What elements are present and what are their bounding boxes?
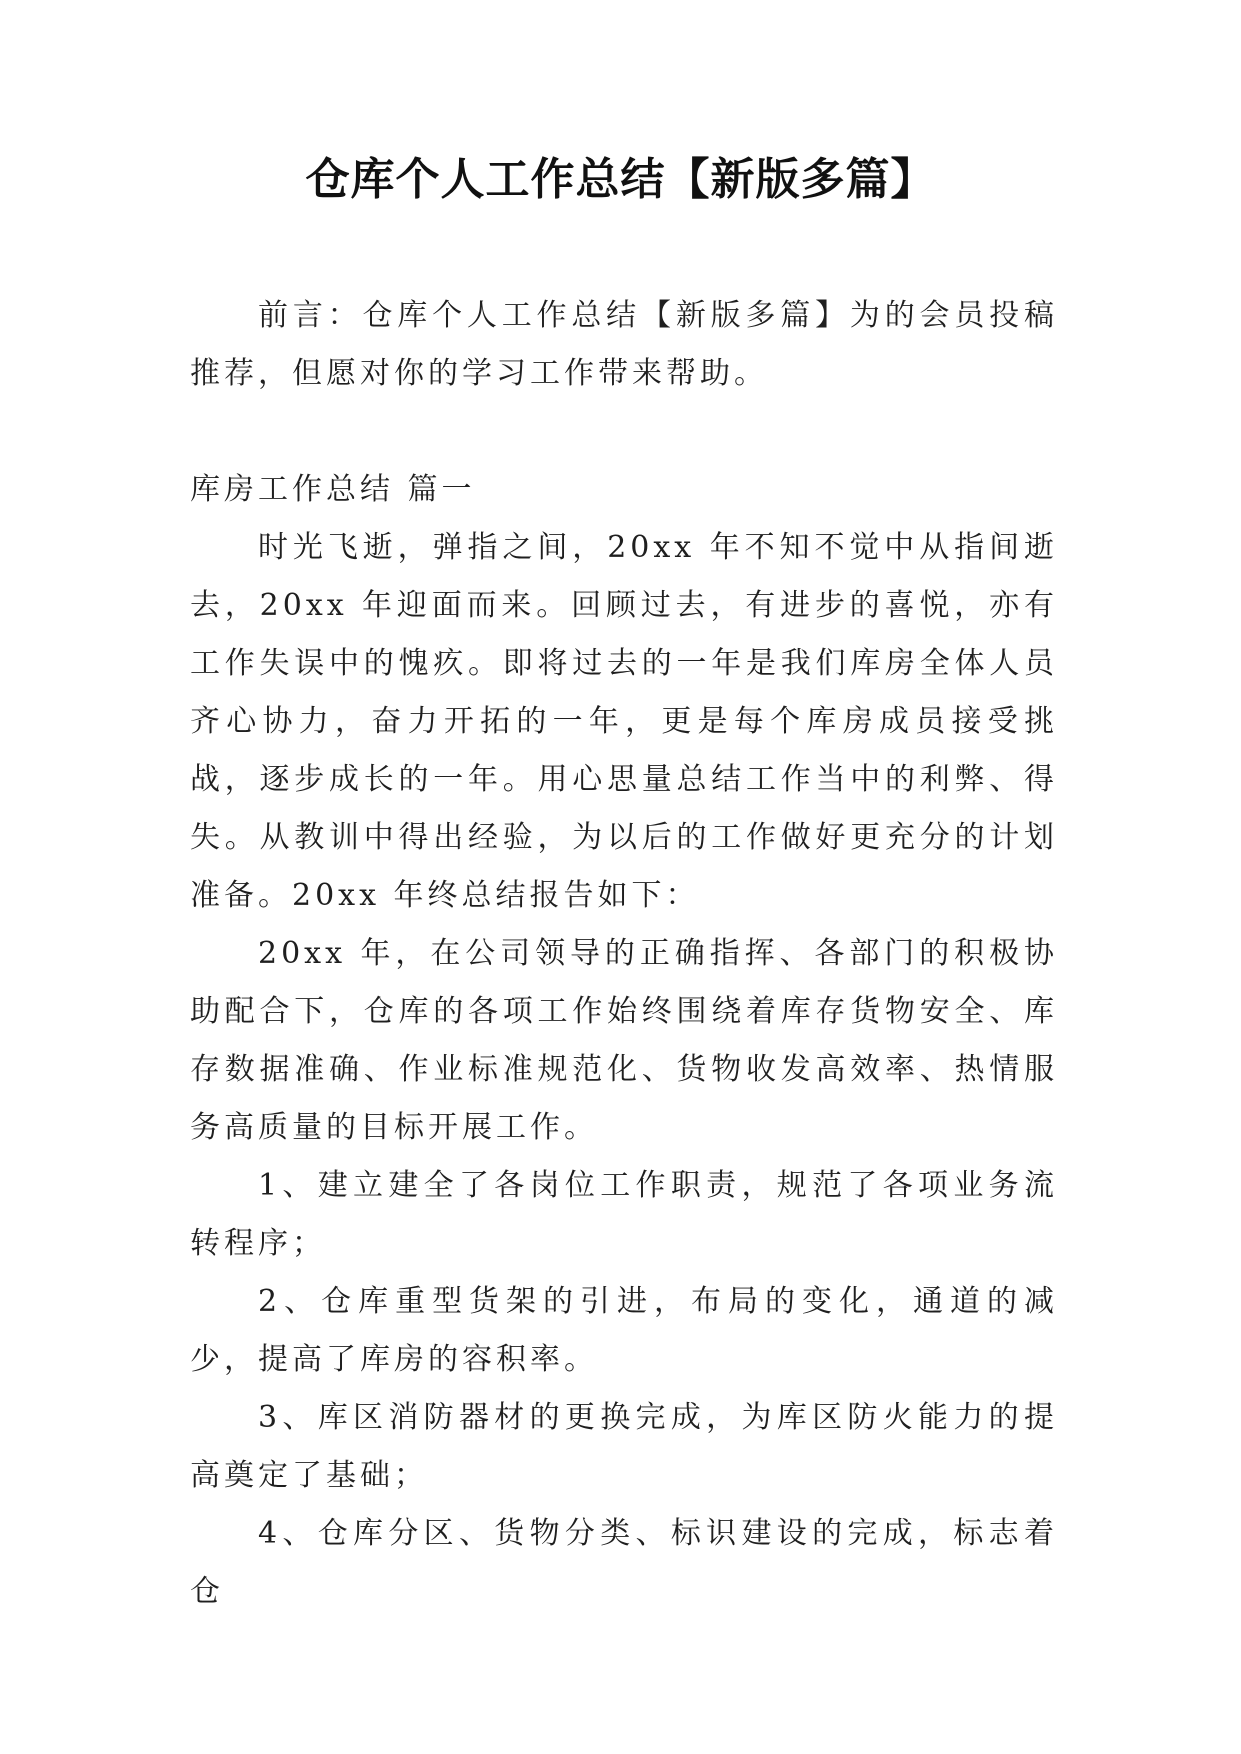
preface-paragraph: 前言：仓库个人工作总结【新版多篇】为的会员投稿推荐，但愿对你的学习工作带来帮助。 — [190, 298, 1058, 391]
list-item-3: 3、库区消防器材的更换完成，为库区防火能力的提高奠定了基础； — [190, 1400, 1058, 1493]
document-title: 仓库个人工作总结【新版多篇】 — [305, 154, 936, 205]
list-item-2: 2、仓库重型货架的引进，布局的变化，通道的减少，提高了库房的容积率。 — [190, 1284, 1058, 1377]
body-paragraph-1: 时光飞逝，弹指之间，20xx 年不知不觉中从指间逝去，20xx 年迎面而来。回顾过去，有进步的喜悦，亦有工作失误中的愧疚。即将过去的一年是我们库房全体人员齐心协力，奋力开拓的一年，更是每个库房成员接受挑战，逐步成长的一年。用心思量总结工作当中的利弊、得失。从教训中得出经验，为以后的工作做好更充分的计划准备。20xx 年终总结报告如下： — [190, 530, 1058, 913]
list-item-1: 1、建立建全了各岗位工作职责，规范了各项业务流转程序； — [190, 1168, 1058, 1261]
list-item-4: 4、仓库分区、货物分类、标识建设的完成，标志着仓 — [190, 1516, 1058, 1609]
document-body — [190, 287, 1058, 1621]
body-paragraph-2: 20xx 年，在公司领导的正确指挥、各部门的积极协助配合下，仓库的各项工作始终围绕着库存货物安全、库存数据准确、作业标准规范化、货物收发高效率、热情服务高质量的目标开展工作。 — [190, 936, 1058, 1145]
section-heading: 库房工作总结 篇一 — [190, 472, 476, 507]
